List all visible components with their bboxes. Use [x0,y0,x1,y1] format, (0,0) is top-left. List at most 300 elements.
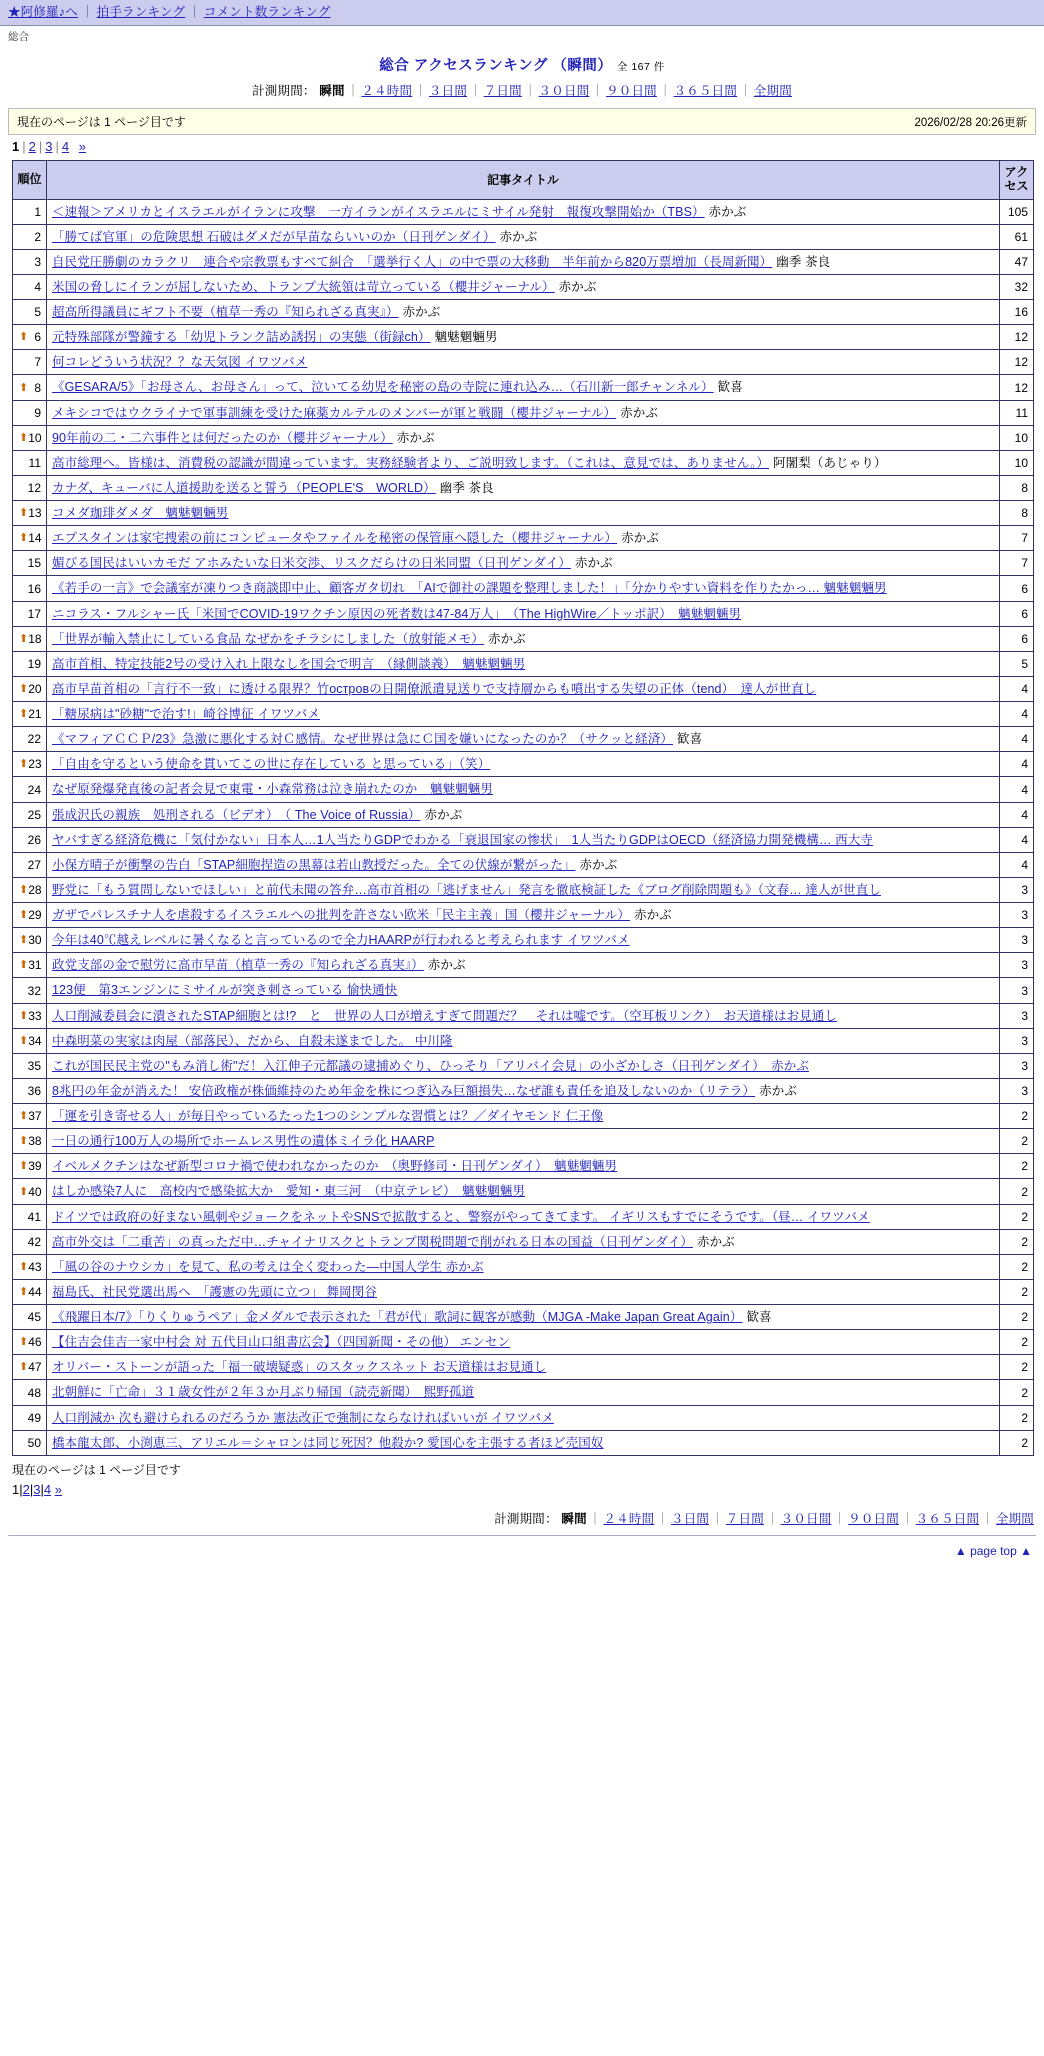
article-author: 赤かぶ [696,1234,735,1249]
page-link-4-top[interactable]: 4 [61,139,70,154]
rank-cell [13,1380,47,1405]
access-count-cell: 8 [1000,475,1034,500]
rank-number: 16 [27,581,41,596]
access-count-cell: 4 [1000,676,1034,701]
access-count-cell: 2 [1000,1405,1034,1430]
title-cell [47,802,1000,827]
access-count-cell: 12 [1000,325,1034,350]
period-option-90d-bottom[interactable]: ９０日間 [848,1511,899,1526]
rank-cell [13,475,47,500]
article-link[interactable]: 90年前の二・二六事件とは何だったのか（櫻井ジャーナル） [52,430,393,445]
period-bar-5: ｜ [591,84,605,98]
table-row [13,1204,1034,1229]
rank-cell [13,1053,47,1078]
title-cell [47,350,1000,375]
access-count-cell: 11 [1000,400,1034,425]
title-cell [47,1355,1000,1380]
period-option-30d-bottom[interactable]: ３０日間 [780,1511,832,1526]
article-link[interactable]: 政党支部の金で慰労に高市早苗（植草一秀の『知られざる真実』） [52,958,424,973]
article-author: 赤かぶ [424,807,463,822]
article-author: 赤かぶ [708,204,747,219]
rank-cell [13,953,47,978]
pager-band-bottom [12,1456,1036,1499]
rank-number: 1 [34,204,41,219]
rank-up-icon: ⬆ [19,507,29,520]
page-title-text: 総合 アクセスランキング （瞬間） [379,58,613,74]
title-cell [47,953,1000,978]
access-count-cell: 4 [1000,827,1034,852]
period-option-24h-bottom[interactable]: ２４時間 [603,1511,655,1526]
rank-number: 49 [27,1410,41,1425]
rank-cell [13,1279,47,1304]
period-option-3d-bottom[interactable]: ３日間 [671,1511,710,1526]
article-link[interactable]: コメダ珈琲ダメダ 魑魅魍魎男 [52,506,229,521]
table-row [13,475,1034,500]
article-link[interactable]: 人口削減委員会に潰されたSTAP細胞とは!? と 世界の人口が増えすぎて問題だ？ それは嘘です。（空耳板リンク） お天道様はお見通し [52,1008,837,1023]
nav-link-comment-ranking[interactable]: コメント数ランキング [203,5,331,19]
page-link-4-bottom[interactable]: 4 [43,1481,52,1497]
rank-number: 43 [28,1259,42,1274]
article-link[interactable]: カナダ、キューバに人道援助を送ると誓う（PEOPLE'S WORLD） [52,480,436,495]
rank-cell [13,300,47,325]
title-cell [47,877,1000,902]
period-bar-1: ｜ [346,84,360,98]
period-bar-2: ｜ [414,84,427,98]
table-row [13,300,1034,325]
access-count-cell: 3 [1000,953,1034,978]
title-cell [47,651,1000,676]
article-author: 赤かぶ [499,229,538,244]
access-count-cell: 2 [1000,1204,1034,1229]
period-option-365d-top[interactable]: ３６５日間 [673,84,738,98]
page-link-2-top[interactable]: 2 [28,139,36,154]
page-bar-b2: | [29,1481,34,1497]
title-cell [47,1129,1000,1154]
title-cell [47,526,1000,551]
rank-cell [13,1104,47,1129]
table-row [13,601,1034,626]
article-author: 赤かぶ [574,556,613,571]
access-count-cell: 2 [1000,1305,1034,1330]
article-link[interactable]: 野党に「もう質問しないでほしい」と前代未聞の答弁…高市首相の「逃げません」発言を徹底検証した《ブログ削除問題も》（文春… 達人が世直し [52,882,881,897]
rank-cell [13,1204,47,1229]
title-cell [47,224,1000,249]
table-body [13,199,1034,1455]
table-row [13,1330,1034,1355]
article-link[interactable]: 「糖尿病は"砂糖"で治す!」崎谷博征 イワツバメ [52,707,320,722]
article-author: 赤かぶ [620,405,658,420]
period-option-24h-top[interactable]: ２４時間 [361,84,413,98]
title-cell [47,928,1000,953]
rank-up-icon: ⬆ [19,532,29,545]
period-bar-b4: ｜ [765,1511,779,1526]
table-row [13,1104,1034,1129]
period-bar-6: ｜ [658,84,672,98]
rank-cell [13,526,47,551]
period-bar-b1: ｜ [588,1511,602,1526]
page-link-3-top[interactable]: 3 [45,139,53,154]
access-count-cell: 2 [1000,1129,1034,1154]
rank-cell [13,1179,47,1204]
table-row [13,928,1034,953]
table-row [13,1254,1034,1279]
table-row [13,651,1034,676]
article-link[interactable]: 高市外交は「二重苦」の真っただ中…チャイナリスクとトランプ関税問題で削がれる日本の国益（日刊ゲンダイ） [52,1234,693,1249]
access-count-cell: 4 [1000,802,1034,827]
access-count-cell: 2 [1000,1279,1034,1304]
article-link[interactable]: 橋本龍太郎、小渕恵三、アリエル＝シャロンは同じ死因？他殺か? 愛国心を主張する者ほど売国奴 [52,1435,604,1450]
table-row [13,978,1034,1003]
title-cell [47,1254,1000,1279]
table-row [13,576,1034,601]
column-header-rank [13,161,47,200]
article-author: 歓喜 [676,732,703,747]
rank-cell [13,1154,47,1179]
table-row [13,1405,1034,1430]
title-cell [47,249,1000,274]
access-count-cell: 2 [1000,1330,1034,1355]
rank-number: 17 [27,606,41,621]
period-bar-b2: ｜ [656,1511,670,1526]
access-count-cell: 2 [1000,1380,1034,1405]
period-option-all-bottom[interactable]: 全期間 [995,1511,1034,1526]
table-row [13,501,1034,526]
access-count-cell: 2 [1000,1154,1034,1179]
nav-link-clap-ranking[interactable]: 拍手ランキング [96,5,186,19]
article-author: 魑魅魍魎男 [434,330,498,345]
rank-number: 35 [27,1058,41,1073]
article-author: 幽季 茶良 [776,254,831,269]
page-bar-b3: | [40,1481,44,1497]
title-cell [47,1179,1000,1204]
rank-cell [13,249,47,274]
article-link[interactable]: 元特殊部隊が警鐘する「幼児トランク詰め誘拐」の実態（街録ch） [52,330,431,345]
article-link[interactable]: 「勝てば官軍」の危険思想 石破はダメだが早苗ならいいのか（日刊ゲンダイ） [52,229,496,244]
article-link[interactable]: 中森明菜の実家は肉屋（部落民）、だから、自殺未遂までした。 中川隆 [52,1033,453,1048]
article-link[interactable]: イベルメクチンはなぜ新型コロナ禍で使われなかったのか （奥野修司・日刊ゲンダイ） 魑魅魍魎男 [52,1159,618,1174]
page-next-top[interactable]: » [78,139,86,154]
article-link[interactable]: 福島氏、社民党選出馬へ 「護憲の先頭に立つ」 舞岡閔谷 [52,1284,377,1299]
article-link[interactable]: 自民党圧勝劇のカラクリ 連合や宗教票もすべて糾合 「選挙行く人」の中で票の大移動 半年前から820万票増加（長周新聞） [52,254,773,269]
article-link[interactable]: 人口削減か 次も避けられるのだろうか 憲法改正で強制にならなければいいが イワツバメ [52,1410,554,1425]
article-link[interactable]: 米国の脅しにイランが屈しないため、トランプ大統領は苛立っている（櫻井ジャーナル） [52,279,555,294]
title-cell [47,852,1000,877]
rank-up-icon: ⬆ [19,1336,29,1349]
article-link[interactable]: なぜ原発爆発直後の記者会見で東電・小森常務は泣き崩れたのか 魑魅魍魎男 [52,782,494,797]
article-link[interactable]: 媚びる国民はいいカモだ アホみたいな日米交渉、リスクだらけの日米同盟（日刊ゲンダイ） [52,556,571,571]
rank-cell [13,551,47,576]
rank-number: 33 [28,1008,42,1023]
page-link-2-bottom[interactable]: 2 [22,1481,30,1497]
rank-number: 42 [27,1234,41,1249]
rank-cell [13,425,47,450]
rank-number: 15 [27,556,41,571]
period-label-bottom: 計測期間： [494,1511,558,1526]
total-count: 全 167 件 [616,61,665,73]
title-cell [47,727,1000,752]
article-link[interactable]: エプスタインは家宅捜索の前にコンピュータやファイルを秘密の保管庫へ隠した（櫻井ジャーナル） [52,531,618,546]
access-count-cell: 2 [1000,1104,1034,1129]
article-link[interactable]: 「運を引き寄せる人」が毎日やっているたった1つのシンプルな習慣とは？／ダイヤモンド 仁王像 [52,1109,604,1124]
breadcrumb: 総合 [8,31,29,43]
access-count-cell: 4 [1000,852,1034,877]
page-number-list-bottom [12,1482,1032,1497]
title-cell [47,1078,1000,1103]
article-link[interactable]: 123便 第3エンジンにミサイルが突き刺さっている 愉快通快 [52,983,398,998]
rank-number: 3 [34,254,41,269]
table-row [13,224,1034,249]
title-cell [47,1430,1000,1455]
page-number-list-top [12,139,1034,154]
access-count-cell: 4 [1000,702,1034,727]
article-link[interactable]: 8兆円の年金が消えた！ 安倍政権が株価維持のため年金を株につぎ込み巨額損失…なぜ誰も責任を追及しないのか（リテラ） [52,1083,756,1098]
title-cell [47,626,1000,651]
article-link[interactable]: ヤバすぎる経済危機に「気付かない」日本人…1人当たりGDPでわかる「衰退国家の惨状」 1人当たりGDPはOECD（経済協力開発機構… 西大寺 [52,832,873,847]
article-link[interactable]: 小保方晴子が衝撃の告白「STAP細胞捏造の黒幕は若山教授だった。全ての伏線が繋がった」 [52,857,576,872]
rank-number: 10 [28,430,42,445]
title-cell [47,702,1000,727]
access-count-cell: 6 [1000,576,1034,601]
rank-cell [13,1003,47,1028]
title-cell [47,1204,1000,1229]
table-row [13,702,1034,727]
table-row [13,375,1034,400]
rank-cell [13,1229,47,1254]
period-option-moment-bottom[interactable]: 瞬間 [561,1511,587,1526]
table-row [13,1053,1034,1078]
article-link[interactable]: はしか感染7人に 高校内で感染拡大か 愛知・東三河 （中京テレビ） 魑魅魍魎男 [52,1184,526,1199]
rank-number: 30 [28,933,42,948]
table-row [13,450,1034,475]
rank-cell [13,601,47,626]
rank-up-icon: ⬆ [19,909,29,922]
rank-cell [13,626,47,651]
access-count-cell: 47 [1000,249,1034,274]
rank-cell [13,903,47,928]
page-top-link[interactable]: ▲ page top ▲ [954,1543,1032,1558]
table-row [13,425,1034,450]
rank-number: 48 [27,1385,41,1400]
rank-up-icon: ⬆ [19,1286,29,1299]
rank-number: 20 [28,682,42,697]
rank-up-icon: ⬆ [19,1185,29,1198]
rank-cell [13,852,47,877]
period-option-90d-top[interactable]: ９０日間 [606,84,657,98]
page-next-bottom[interactable]: » [54,1481,62,1497]
rank-cell [13,375,47,400]
title-cell [47,475,1000,500]
rank-cell [13,1405,47,1430]
article-link[interactable]: 「自由を守るという使命を貫いてこの世に存在している と思っている」（笑） [52,757,491,772]
period-option-7d-top[interactable]: ７日間 [483,84,522,98]
rank-number: 2 [34,229,41,244]
article-link[interactable]: オリバー・ストーンが語った「福一破壊疑惑」のスタックスネット お天道様はお見通し [52,1360,547,1375]
period-bar-b6: ｜ [900,1511,914,1526]
page-top-link-wrap [0,1536,1044,1572]
rank-up-icon: ⬆ [19,632,29,645]
table-row [13,877,1034,902]
rank-number: 8 [34,380,41,395]
article-link[interactable]: 【住吉会佳吉一家中村会 対 五代目山口組書広会】（四国新聞・その他） エンセン [52,1335,511,1350]
period-bar-7: ｜ [739,84,752,98]
article-link[interactable]: 「風の谷のナウシカ」を見て、私の考えは全く変わった―中国人学生 赤かぶ [52,1259,484,1274]
article-link[interactable]: 高市早苗首相の「言行不一致」に透ける限界？竹островの日開僚派遣見送りで支持層からも噴出する失望の正体（tend） 達人が世直し [52,681,817,696]
table-row [13,1129,1034,1154]
page-status-bottom: 現在のページは 1 ページ目です [12,1462,181,1477]
rank-number: 39 [28,1159,42,1174]
title-cell [47,1003,1000,1028]
rank-up-icon: ⬆ [19,884,29,897]
rank-up-icon: ⬆ [19,1135,29,1148]
rank-number: 46 [28,1335,42,1350]
rank-number: 34 [28,1033,42,1048]
article-link[interactable]: 何コレどういう状況？？な天気図 イワツバメ [52,355,308,370]
rank-cell [13,802,47,827]
column-header-access [1000,161,1034,200]
updated-timestamp: 2026/02/28 20:26更新 [914,116,1027,129]
page-bar-3: | [55,139,59,154]
rank-number: 7 [34,355,41,370]
access-count-cell: 3 [1000,1028,1034,1053]
rank-cell [13,501,47,526]
page-link-1-top[interactable]: 1 [12,139,20,154]
table-row [13,827,1034,852]
rank-up-icon: ⬆ [19,683,29,696]
page-link-3-bottom[interactable]: 3 [33,1481,41,1497]
article-link[interactable]: 張成沢氏の親族 処刑される（ビデオ） （ The Voice of Russia） [52,807,421,822]
title-cell [47,1330,1000,1355]
title-cell [47,903,1000,928]
rank-up-icon: ⬆ [19,1034,29,1047]
title-cell [47,274,1000,299]
access-count-cell: 2 [1000,1254,1034,1279]
title-cell [47,425,1000,450]
rank-number: 37 [28,1109,42,1124]
rank-cell [13,350,47,375]
article-link[interactable]: ＜速報＞アメリカとイスラエルがイランに攻撃 一方イランがイスラエルにミサイル発射 報復攻撃開始か（TBS） [52,204,705,219]
article-link[interactable]: ニコラス・フルシャー氏「米国でCOVID-19ワクチン原因の死者数は47-84万人」 （The HighWire／トッポ訳） 魑魅魍魎男 [52,606,742,621]
column-header-rank-label: 順位 [17,171,42,186]
article-link[interactable]: 《飛躍日本/7》「りくりゅうペア」金メダルで表示された「君が代」歌詞に観客が感動（MJGA -Make Japan Great Again） [52,1310,743,1325]
article-link[interactable]: ドイツでは政府の好まない風刺やジョークをネットやSNSで拡散すると、警察がやってきてます。 イギリスもすでにそうです。（昼… イワツバメ [52,1209,870,1224]
title-cell [47,827,1000,852]
access-count-cell: 3 [1000,1078,1034,1103]
table-row [13,1028,1034,1053]
period-option-365d-bottom[interactable]: ３６５日間 [915,1511,980,1526]
rank-cell [13,777,47,802]
rank-up-icon: ⬆ [19,1361,29,1374]
article-link[interactable]: 《GESARA/5》「お母さん、お母さん」って、泣いてる幼児を秘密の島の寺院に連れ込み…（石川新一郎チャンネル） [52,380,714,395]
access-count-cell: 4 [1000,777,1034,802]
rank-cell [13,1430,47,1455]
rank-up-icon: ⬆ [19,1110,29,1123]
rank-cell [13,224,47,249]
access-count-cell: 3 [1000,928,1034,953]
rank-cell [13,727,47,752]
title-cell [47,576,1000,601]
table-row [13,727,1034,752]
article-link[interactable]: 《マフィアＣＣＰ/23》急激に悪化する対Ｃ感情。なぜ世界は急にＣ国を嫌いになったのか？（サクッと経済） [52,732,673,747]
table-row [13,400,1034,425]
rank-cell [13,1129,47,1154]
period-option-all-top[interactable]: 全期間 [753,84,792,98]
article-author: 幽季 茶良 [439,480,494,495]
pager-band-top [8,108,1036,135]
rank-up-icon: ⬆ [19,708,29,721]
rank-number: 27 [27,857,41,872]
title-cell [47,601,1000,626]
rank-number: 13 [28,506,42,521]
period-option-moment-top[interactable]: 瞬間 [319,84,345,98]
rank-cell [13,651,47,676]
table-row [13,1154,1034,1179]
access-count-cell: 3 [1000,903,1034,928]
top-navigation [0,0,1044,26]
period-bar-b5: ｜ [833,1511,847,1526]
rank-cell [13,274,47,299]
table-row [13,1355,1034,1380]
article-link[interactable]: 北朝鮮に「亡命」３１歳女性が２年３か月ぶり帰国（読売新聞） 熙野孤道 [52,1385,475,1400]
article-link[interactable]: 高市首相、特定技能2号の受け入れ上限なしを国会で明言 （縁側談義） 魑魅魍魎男 [52,656,526,671]
rank-number: 38 [28,1134,42,1149]
table-row [13,676,1034,701]
article-link[interactable]: メキシコではウクライナで軍事訓練を受けた麻薬カルテルのメンバーが軍と戦闘（櫻井ジャーナル） [52,405,617,420]
access-count-cell: 12 [1000,375,1034,400]
period-selector-bottom [0,1509,1034,1527]
access-count-cell: 3 [1000,1003,1034,1028]
table-row [13,350,1034,375]
rank-cell [13,1305,47,1330]
rank-cell [13,1254,47,1279]
period-option-3d-top[interactable]: ３日間 [428,84,468,98]
nav-separator-1: ｜ [80,5,94,19]
rank-cell [13,325,47,350]
table-row [13,526,1034,551]
article-link[interactable]: ガザでパレスチナ人を虐殺するイスラエルへの批判を許さない欧米「民主主義」国（櫻井ジャーナル） [52,908,630,923]
article-link[interactable]: 高市総理へ。皆様は、消費税の認識が間違っています。実務経験者より、ご説明致します。（これは、意見では、ありません。） [52,455,770,470]
title-cell [47,1028,1000,1053]
period-option-30d-top[interactable]: ３０日間 [538,84,590,98]
rank-number: 6 [34,330,41,345]
page-link-1-bottom[interactable]: 1 [12,1481,20,1497]
access-count-cell: 2 [1000,1430,1034,1455]
rank-cell [13,752,47,777]
rank-number: 36 [27,1084,41,1099]
rank-number: 4 [34,280,41,295]
access-count-cell: 5 [1000,651,1034,676]
article-link[interactable]: 「世界が輸入禁止にしている食品 なぜかをチラシにしました（放射能メモ） [52,631,484,646]
access-count-cell: 7 [1000,551,1034,576]
access-count-cell: 61 [1000,224,1034,249]
rank-cell [13,1355,47,1380]
article-link[interactable]: 超高所得議員にギフト不要（植草一秀の『知られざる真実』） [52,305,399,320]
rank-number: 29 [28,908,42,923]
rank-up-icon: ⬆ [19,331,29,344]
article-link[interactable]: これが国民民主党の"もみ消し術"だ！入江伸子元都議の逮捕めぐり、ひっそり「アリバイ会見」の小ざかしさ（日刊ゲンダイ） 赤かぶ [52,1058,809,1073]
title-cell [47,1380,1000,1405]
period-bar-b3: ｜ [711,1511,724,1526]
nav-link-asyura[interactable]: ★阿修羅♪へ [8,5,78,19]
article-link[interactable]: 《若手の一言》で会議室が凍りつき商談即中止、顧客ガタ切れ 「AIで御社の課題を整理しました！」「分かりやすい資料を作りたかっ… 魑魅魍魎男 [52,581,887,596]
article-link[interactable]: 今年は40℃越えレベルに暑くなると言っているので全力HAARPが行われると考えられます イワツバメ [52,933,630,948]
article-link[interactable]: 一日の通行100万人の場所でホームレス男性の遺体ミイラ化 HAARP [52,1134,435,1149]
page-bar-b1: | [19,1481,23,1497]
period-option-7d-bottom[interactable]: ７日間 [725,1511,764,1526]
article-author: 赤かぶ [396,430,435,445]
article-author: 赤かぶ [487,631,526,646]
table-row [13,1305,1034,1330]
table-header-row [13,161,1034,200]
